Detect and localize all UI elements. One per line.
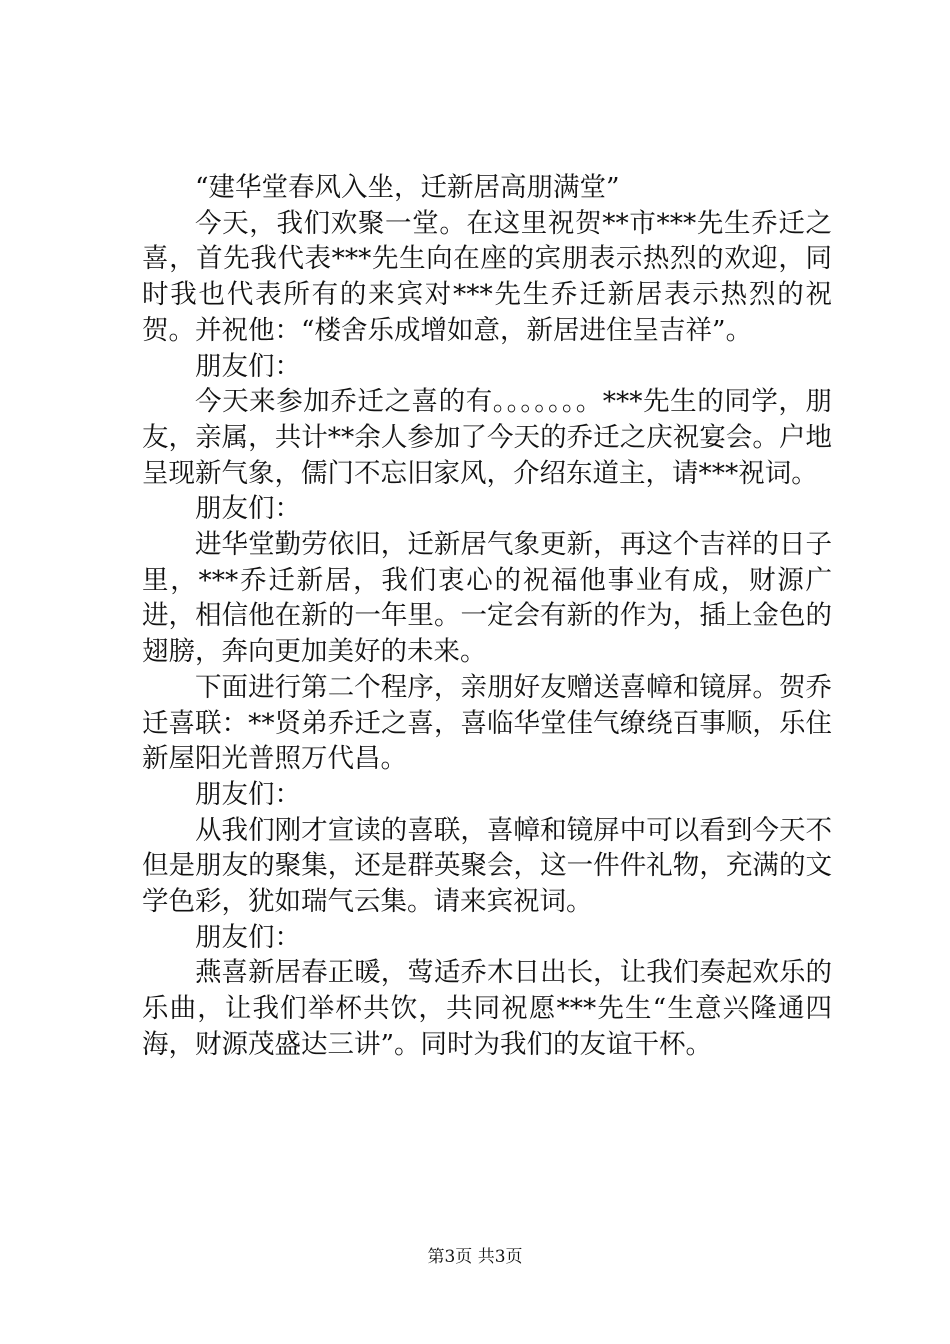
document-body (142, 170, 832, 1063)
paragraph-gifts: 下面进行第二个程序，亲朋好友赠送喜幛和镜屏。贺乔迁喜联：**贤弟乔迁之喜，喜临华堂佳气缭绕百事顺，乐住新屋阳光普照万代昌。 (142, 671, 832, 775)
paragraph-blessing: 进华堂勤劳依旧，迁新居气象更新，再这个吉祥的日子里，***乔迁新居，我们衷心的祝福他事业有成，财源广进，相信他在新的一年里。一定会有新的作为，插上金色的翅膀，奔向更加美好的未来。 (142, 529, 832, 668)
paragraph-friends-3: 朋友们： (195, 778, 301, 810)
paragraph-friends-2: 朋友们： (195, 493, 301, 525)
paragraph-attendees: 今天来参加乔迁之喜的有。。。。。。。***先生的同学，朋友，亲属，共计**余人参加了今天的乔迁之庆祝宴会。户地呈现新气象，儒门不忘旧家风，介绍东道主，请***祝词。 (142, 386, 832, 489)
page-number-footer: 第3页 共3页 (427, 1247, 523, 1267)
paragraph-toast: 燕喜新居春正暖，莺适乔木日出长，让我们奏起欢乐的乐曲，让我们举杯共饮，共同祝愿***先生“生意兴隆通四海，财源茂盛达三讲”。同时为我们的友谊干杯。 (142, 957, 832, 1060)
paragraph-gathering: 从我们刚才宣读的喜联，喜幛和镜屏中可以看到今天不但是朋友的聚集，还是群英聚会，这一件件礼物，充满的文学色彩，犹如瑞气云集。请来宾祝词。 (142, 814, 832, 918)
paragraph-title-couplet: “建华堂春风入坐，迁新居高朋满堂” (195, 172, 620, 203)
paragraph-welcome: 今天，我们欢聚一堂。在这里祝贺**市***先生乔迁之喜，首先我代表***先生向在座的宾朋表示热烈的欢迎，同时我也代表所有的来宾对***先生乔迁新居表示热烈的祝贺。并祝他：“楼舍乐成增如意，新居进住呈吉祥”。 (142, 207, 832, 346)
paragraph-friends-1: 朋友们： (195, 350, 301, 382)
paragraph-friends-4: 朋友们： (195, 921, 301, 953)
